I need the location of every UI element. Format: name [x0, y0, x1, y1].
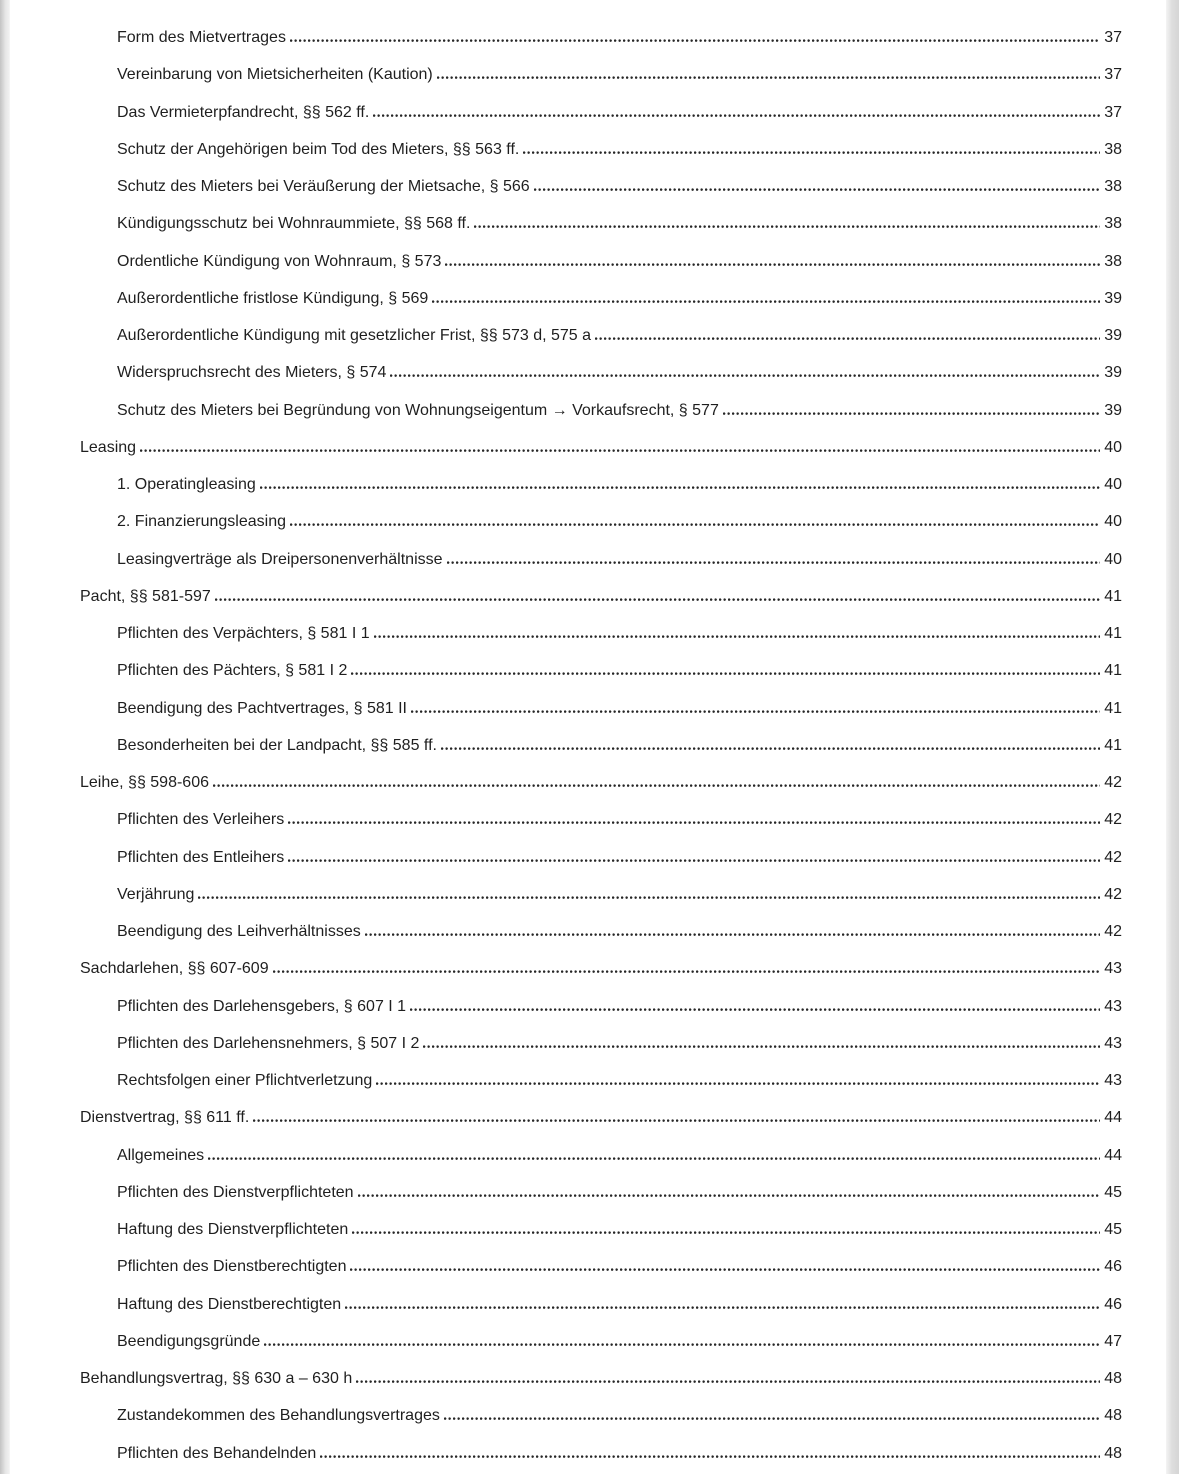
toc-entry-label: Pflichten des Behandelnden [117, 1444, 317, 1462]
toc-page-number: 38 [1104, 140, 1122, 158]
dot-leader [432, 300, 1100, 303]
toc-page-number: 41 [1104, 662, 1122, 680]
toc-page-number: 46 [1104, 1295, 1122, 1313]
toc-entry-label: Leasing [80, 438, 137, 456]
toc-entry-label: Sachdarlehen, §§ 607-609 [80, 960, 269, 978]
dot-leader [260, 486, 1100, 489]
toc-page-number: 48 [1104, 1407, 1122, 1425]
toc-row[interactable] [80, 690, 1122, 727]
toc-row[interactable] [80, 913, 1122, 950]
toc-page-number: 40 [1104, 476, 1122, 493]
toc-entry-label: Form des Mietvertrages [117, 29, 286, 46]
dot-leader [365, 933, 1100, 936]
toc-entry-label: Dienstvertrag, §§ 611 ff. [80, 1109, 250, 1127]
toc-page-number: 38 [1104, 252, 1122, 270]
toc-entry-label: Haftung des Dienstverpflichteten [117, 1221, 349, 1238]
toc-page-number: 42 [1104, 774, 1122, 791]
toc-row[interactable] [80, 652, 1122, 689]
toc-entry-label: Pflichten des Entleihers [117, 848, 285, 866]
toc-row[interactable] [80, 1211, 1122, 1248]
toc-entry-label: Beendigung des Pachtvertrages, § 581 II [117, 699, 407, 717]
toc-row[interactable] [80, 1062, 1122, 1099]
toc-page-number: 43 [1104, 1072, 1122, 1089]
dot-leader [411, 710, 1100, 713]
toc-page-number: 43 [1104, 960, 1122, 978]
toc-page-number: 39 [1104, 401, 1122, 419]
toc-row[interactable] [80, 839, 1122, 876]
toc-page-number: 39 [1104, 327, 1122, 344]
toc-row[interactable] [80, 503, 1122, 540]
toc-row[interactable] [80, 615, 1122, 652]
toc-page-number: 43 [1104, 1034, 1122, 1052]
dot-leader [474, 225, 1100, 228]
toc-row[interactable] [80, 1025, 1122, 1062]
dot-leader [410, 1008, 1100, 1011]
toc-row[interactable] [80, 1323, 1122, 1360]
toc-entry-label: Beendigung des Leihverhältnisses [117, 923, 361, 940]
dot-leader [351, 672, 1100, 675]
toc-row[interactable] [80, 56, 1122, 93]
dot-leader [345, 1306, 1100, 1309]
toc-page-number: 44 [1104, 1146, 1122, 1164]
toc-row[interactable] [80, 801, 1122, 838]
toc-entry-label: Zustandekommen des Behandlungsvertrages [117, 1407, 440, 1425]
toc-entry-label: 1. Operatingleasing [117, 476, 256, 493]
toc-page-number: 41 [1104, 587, 1122, 605]
document-page [10, 0, 1166, 1474]
dot-leader [352, 1231, 1100, 1234]
toc-row[interactable] [80, 466, 1122, 503]
dot-leader [356, 1380, 1100, 1383]
toc-page-number: 45 [1104, 1183, 1122, 1201]
toc-page-number: 45 [1104, 1221, 1122, 1238]
toc-row[interactable] [80, 1099, 1122, 1136]
dot-leader [437, 76, 1100, 79]
toc-row[interactable] [80, 950, 1122, 987]
toc-page-number: 42 [1104, 885, 1122, 903]
toc-entry-label: Kündigungsschutz bei Wohnraummiete, §§ 568 ff. [117, 215, 471, 233]
viewer-gutter-right [1166, 0, 1179, 1474]
dot-leader [253, 1119, 1100, 1122]
dot-leader [444, 1417, 1100, 1420]
toc-row[interactable] [80, 1248, 1122, 1285]
toc-row[interactable] [80, 280, 1122, 317]
toc-row[interactable] [80, 764, 1122, 801]
toc-entry-label: Pflichten des Darlehensgebers, § 607 I 1 [117, 997, 407, 1015]
toc-entry-label: Leihe, §§ 598-606 [80, 774, 209, 791]
toc-row[interactable] [80, 205, 1122, 242]
toc-page-number: 48 [1104, 1370, 1122, 1387]
toc-page-number: 41 [1104, 699, 1122, 717]
toc-row[interactable] [80, 1174, 1122, 1211]
dot-leader [290, 39, 1100, 42]
toc-page-number: 42 [1104, 923, 1122, 940]
toc-page-number: 41 [1104, 736, 1122, 754]
dot-leader [290, 523, 1100, 526]
dot-leader [441, 747, 1100, 750]
dot-leader [273, 970, 1101, 973]
toc-entry-label: Schutz des Mieters bei Begründung von Wohnungseigentum → Vorkaufsrecht, § 577 [117, 401, 719, 419]
toc-entry-label: Ordentliche Kündigung von Wohnraum, § 573 [117, 252, 442, 270]
dot-leader [320, 1455, 1100, 1458]
toc-entry-label: Schutz der Angehörigen beim Tod des Mieters, §§ 563 ff. [117, 140, 520, 158]
toc-entry-label: Außerordentliche fristlose Kündigung, § 569 [117, 289, 429, 307]
toc-page-number: 44 [1104, 1109, 1122, 1127]
dot-leader [534, 188, 1101, 191]
toc-entry-label: Das Vermieterpfandrecht, §§ 562 ff. [117, 103, 370, 121]
dot-leader [288, 821, 1100, 824]
toc-row[interactable] [80, 94, 1122, 131]
toc-row[interactable] [80, 19, 1122, 56]
dot-leader [215, 598, 1100, 601]
toc-row[interactable] [80, 243, 1122, 280]
dot-leader [376, 1082, 1100, 1085]
toc-row[interactable] [80, 392, 1122, 429]
dot-leader [208, 1157, 1100, 1160]
toc-entry-label: 2. Finanzierungsleasing [117, 513, 286, 531]
toc-page-number: 48 [1104, 1444, 1122, 1462]
toc-entry-label: Pflichten des Darlehensnehmers, § 507 I 2 [117, 1034, 420, 1052]
dot-leader [358, 1194, 1101, 1197]
toc-page-number: 40 [1104, 550, 1122, 568]
dot-leader [445, 263, 1100, 266]
toc-entry-label: Pflichten des Pächters, § 581 I 2 [117, 662, 348, 680]
dot-leader [213, 784, 1100, 787]
table-of-contents [80, 19, 1122, 1472]
dot-leader [523, 151, 1100, 154]
dot-leader [595, 337, 1100, 340]
toc-entry-label: Vereinbarung von Mietsicherheiten (Kaution) [117, 66, 433, 84]
toc-entry-label: Pacht, §§ 581-597 [80, 587, 211, 605]
toc-entry-label: Allgemeines [117, 1146, 205, 1164]
toc-entry-label: Leasingverträge als Dreipersonenverhältnisse [117, 550, 443, 568]
toc-entry-label: Rechtsfolgen einer Pflichtverletzung [117, 1072, 373, 1089]
toc-page-number: 41 [1104, 625, 1122, 642]
toc-page-number: 42 [1104, 811, 1122, 829]
dot-leader [373, 114, 1100, 117]
toc-page-number: 43 [1104, 997, 1122, 1015]
dot-leader [723, 412, 1100, 415]
toc-entry-label: Beendigungsgründe [117, 1332, 261, 1350]
toc-page-number: 37 [1104, 29, 1122, 46]
toc-page-number: 42 [1104, 848, 1122, 866]
toc-entry-label: Schutz des Mieters bei Veräußerung der Mietsache, § 566 [117, 178, 530, 195]
dot-leader [390, 374, 1100, 377]
toc-page-number: 37 [1104, 103, 1122, 121]
toc-row[interactable] [80, 1137, 1122, 1174]
toc-entry-label: Pflichten des Verpächters, § 581 I 1 [117, 625, 370, 642]
toc-row[interactable] [80, 429, 1122, 466]
toc-row[interactable] [80, 876, 1122, 913]
toc-entry-label: Besonderheiten bei der Landpacht, §§ 585 ff. [117, 736, 437, 754]
toc-row[interactable] [80, 1435, 1122, 1472]
toc-row[interactable] [80, 317, 1122, 354]
toc-page-number: 47 [1104, 1332, 1122, 1350]
toc-page-number: 46 [1104, 1258, 1122, 1276]
toc-row[interactable] [80, 354, 1122, 391]
toc-page-number: 39 [1104, 289, 1122, 307]
toc-entry-label: Widerspruchsrecht des Mieters, § 574 [117, 364, 387, 382]
dot-leader [198, 896, 1100, 899]
toc-row[interactable] [80, 168, 1122, 205]
toc-row[interactable] [80, 1397, 1122, 1434]
toc-row[interactable] [80, 578, 1122, 615]
toc-row[interactable] [80, 541, 1122, 578]
toc-entry-label: Pflichten des Verleihers [117, 811, 285, 829]
toc-page-number: 40 [1104, 513, 1122, 531]
toc-page-number: 38 [1104, 178, 1122, 195]
toc-entry-label: Pflichten des Dienstverpflichteten [117, 1183, 354, 1201]
toc-page-number: 37 [1104, 66, 1122, 84]
toc-page-number: 38 [1104, 215, 1122, 233]
toc-page-number: 39 [1104, 364, 1122, 382]
toc-page-number: 40 [1104, 438, 1122, 456]
toc-entry-label: Haftung des Dienstberechtigten [117, 1295, 342, 1313]
toc-entry-label: Außerordentliche Kündigung mit gesetzlicher Frist, §§ 573 d, 575 a [117, 327, 592, 344]
toc-entry-label: Behandlungsvertrag, §§ 630 a – 630 h [80, 1370, 353, 1387]
dot-leader [140, 449, 1100, 452]
toc-row[interactable] [80, 131, 1122, 168]
toc-row[interactable] [80, 1360, 1122, 1397]
toc-row[interactable] [80, 1286, 1122, 1323]
toc-entry-label: Verjährung [117, 885, 195, 903]
toc-entry-label: Pflichten des Dienstberechtigten [117, 1258, 347, 1276]
dot-leader [264, 1343, 1100, 1346]
dot-leader [350, 1268, 1100, 1271]
toc-row[interactable] [80, 727, 1122, 764]
dot-leader [288, 859, 1100, 862]
dot-leader [374, 635, 1101, 638]
dot-leader [447, 561, 1101, 564]
toc-row[interactable] [80, 988, 1122, 1025]
viewer-gutter-left [0, 0, 10, 1474]
dot-leader [423, 1045, 1100, 1048]
